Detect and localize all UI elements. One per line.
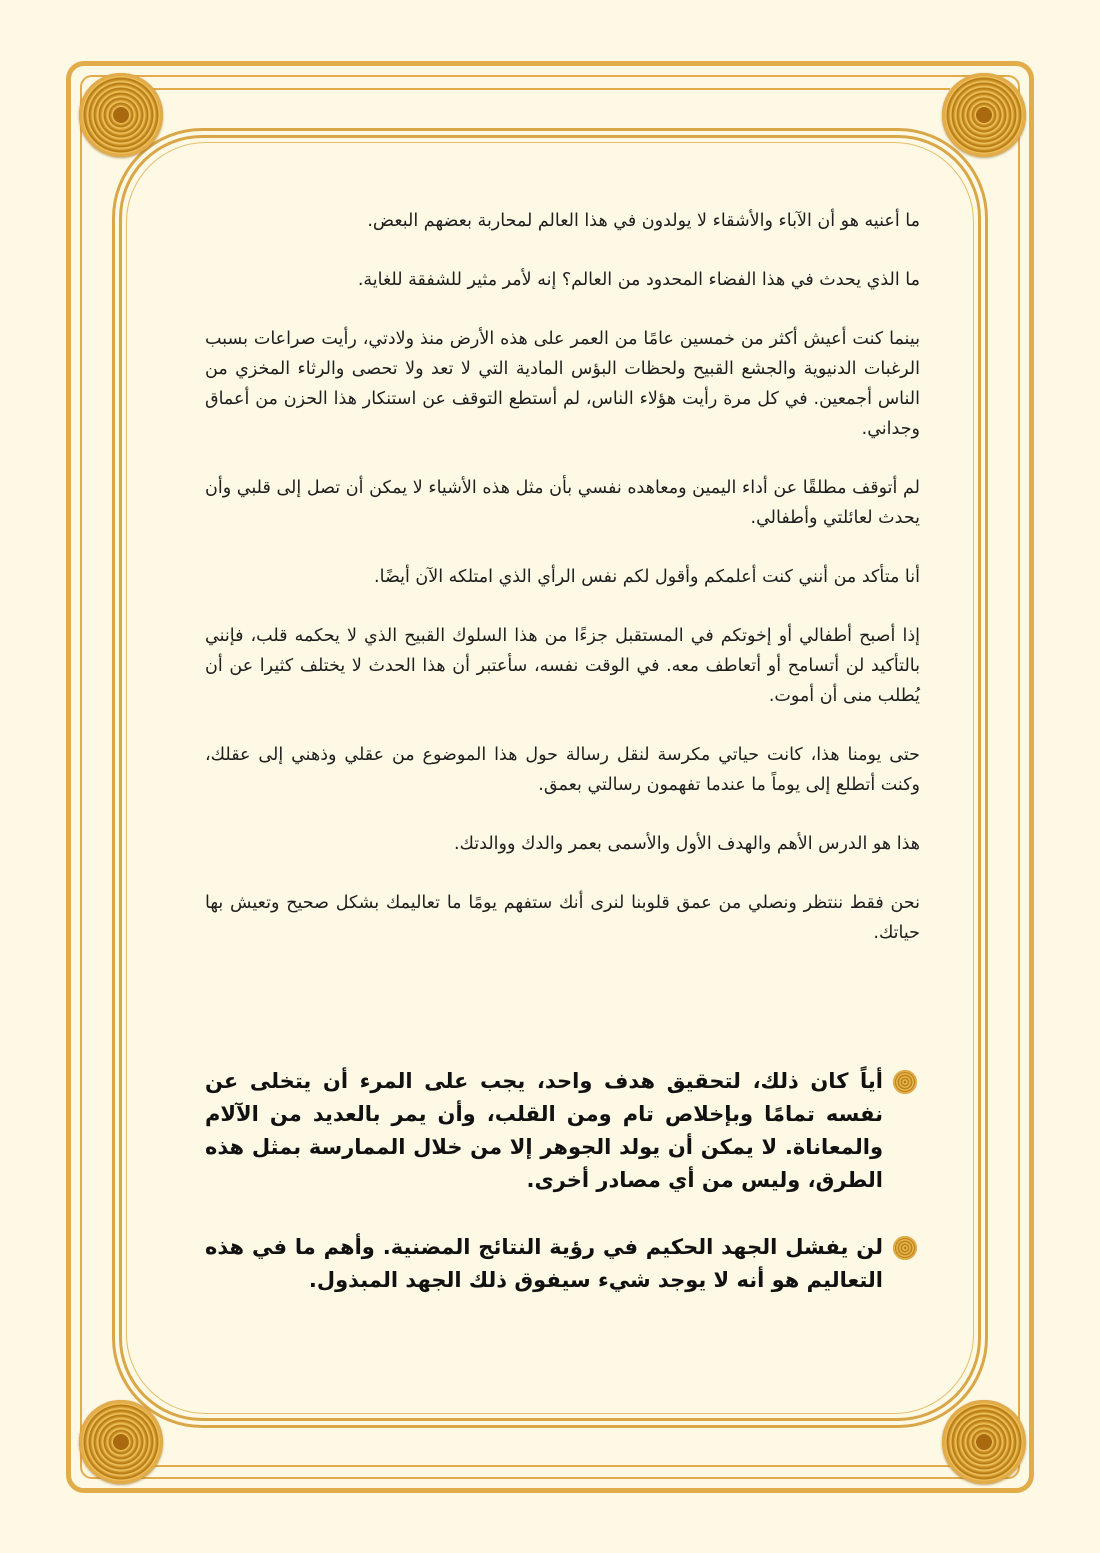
top-rule bbox=[150, 88, 950, 90]
corner-medallion-icon bbox=[79, 1400, 163, 1484]
paragraph: ما الذي يحدث في هذا الفضاء المحدود من العالم؟ إنه لأمر مثير للشفقة للغاية. bbox=[357, 270, 920, 290]
paragraph: لم أتوقف مطلقًا عن أداء اليمين ومعاهده نفسي بأن مثل هذه الأشياء لا يمكن أن تصل إلى قلبي وأن يحدث لعائلتي وأطفالي. bbox=[205, 478, 920, 528]
paragraph: حتى يومنا هذا، كانت حياتي مكرسة لنقل رسالة حول هذا الموضوع من عقلي وذهني إلى عقلك، وكنت أتطلع إلى يوماً ما عندما تفهمون رسالتي بعمق. bbox=[205, 745, 920, 795]
gold-medallion-bullet-icon bbox=[893, 1236, 917, 1260]
gold-medallion-bullet-icon bbox=[893, 1070, 917, 1094]
key-point bbox=[205, 1231, 917, 1297]
key-point-text: أياً كان ذلك، لتحقيق هدف واحد، يجب على المرء أن يتخلى عن نفسه تمامًا وبإخلاص تام ومن القلب، وأن يمر بالعديد من الآلام والمعاناة. لا يمكن أن يولد الجوهر إلا من خلال الممارسة بمثل هذه الطرق، وليس من أي مصادر أخرى. bbox=[205, 1069, 883, 1192]
key-point bbox=[205, 1065, 917, 1197]
key-points bbox=[205, 1065, 917, 1331]
paragraph: ما أعنيه هو أن الآباء والأشقاء لا يولدون في هذا العالم لمحاربة بعضهم البعض. bbox=[367, 211, 920, 231]
paragraph: هذا هو الدرس الأهم والهدف الأول والأسمى بعمر والدك ووالدتك. bbox=[453, 834, 920, 854]
paragraph: بينما كنت أعيش أكثر من خمسين عامًا من العمر على هذه الأرض منذ ولادتي، رأيت صراعات بسبب الرغبات الدنيوية والجشع القبيح ولحظات البؤس المادية التي لا تعد ولا تحصى والرثاء المخزي من الناس أجمعين. في كل مرة رأيت هؤلاء الناس، لم أستطع التوقف عن استنكار هذا الحزن من أعماق وجداني. bbox=[205, 329, 920, 439]
paragraph: إذا أصبح أطفالي أو إخوتكم في المستقبل جزءًا من هذا السلوك القبيح الذي لا يحكمه قلب، فإنني بالتأكيد لن أتسامح أو أتعاطف معه. في الوقت نفسه، سأعتبر أن هذا الحدث لا يختلف كثيرا عن أن يُطلب منى أن أموت. bbox=[205, 626, 920, 706]
key-point-text: لن يفشل الجهد الحكيم في رؤية النتائج المضنية. وأهم ما في هذه التعاليم هو أنه لا يوجد شيء سيفوق ذلك الجهد المبذول. bbox=[205, 1235, 883, 1292]
corner-medallion-icon bbox=[942, 1400, 1026, 1484]
corner-medallion-icon bbox=[942, 73, 1026, 157]
paragraph: أنا متأكد من أنني كنت أعلمكم وأقول لكم نفس الرأي الذي امتلكه الآن أيضًا. bbox=[374, 567, 920, 587]
bottom-rule bbox=[150, 1465, 950, 1467]
corner-medallion-icon bbox=[79, 73, 163, 157]
paragraph: نحن فقط ننتظر ونصلي من عمق قلوبنا لنرى أنك ستفهم يومًا ما تعاليمك بشكل صحيح وتعيش بها حياتك. bbox=[205, 893, 920, 943]
letter-body bbox=[205, 206, 920, 977]
